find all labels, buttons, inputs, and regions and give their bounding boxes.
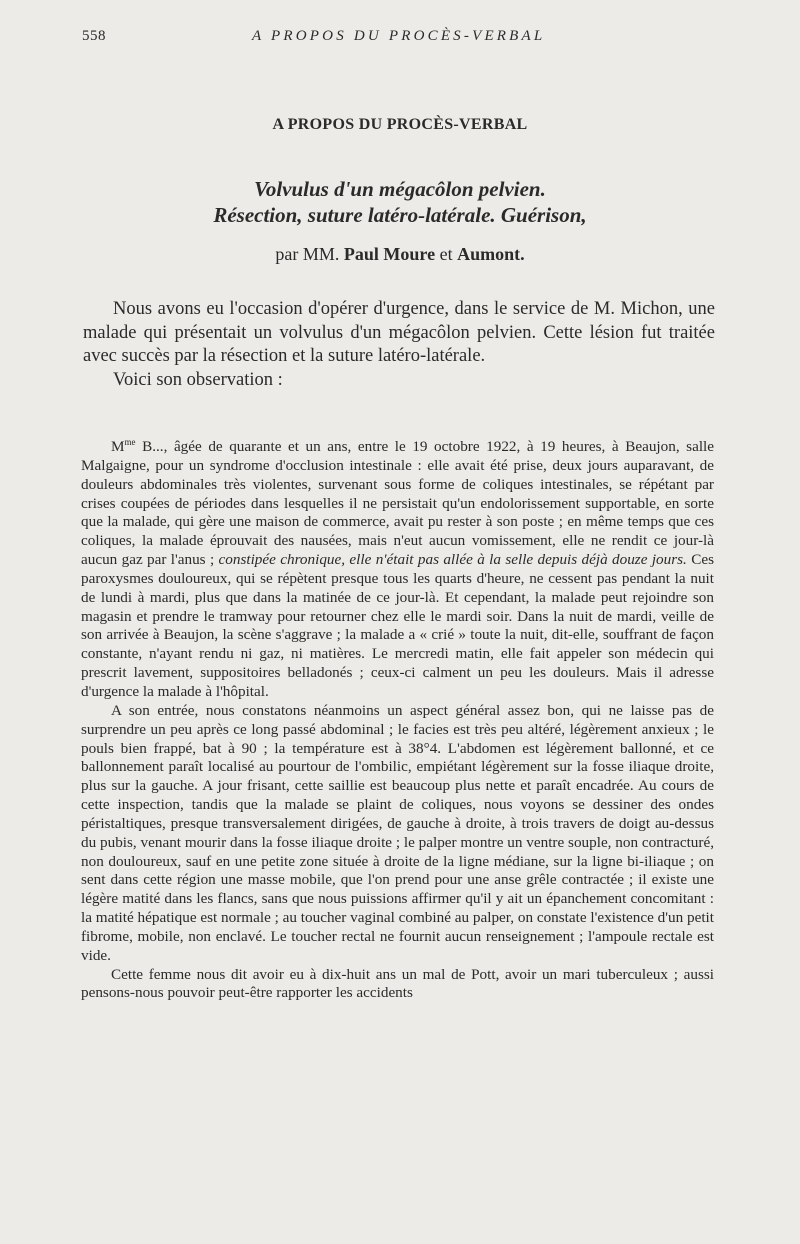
author-2: Aumont.: [457, 244, 525, 264]
observation-paragraph-1: [81, 438, 714, 702]
article-title-line-2: Résection, suture latéro-latérale. Guérison,: [213, 203, 587, 227]
introduction: [83, 298, 715, 392]
running-header: [82, 28, 712, 52]
intro-paragraph-1: Nous avons eu l'occasion d'opérer d'urgence, dans le service de M. Michon, une malade qui présentait un volvulus d'un mégacôlon pelvien. Cette lésion fut traitée avec succès par la résection et la suture latéro-latérale.: [83, 299, 715, 366]
article-title-line-1: Volvulus d'un mégacôlon pelvien.: [254, 177, 546, 201]
page-number: 558: [82, 28, 106, 44]
observation-italic-text: constipée chronique, elle n'était pas allée à la selle depuis déjà douze jours.: [218, 551, 687, 569]
patient-title-superscript: me: [124, 436, 136, 447]
author-1: Paul Moure: [343, 244, 436, 264]
observation: [81, 438, 714, 1003]
byline-prefix: par MM.: [275, 244, 340, 264]
running-title: A PROPOS DU PROCÈS-VERBAL: [252, 28, 546, 44]
patient-title: M: [111, 438, 125, 455]
article-title: [0, 176, 800, 228]
observation-paragraph-3: Cette femme nous dit avoir eu à dix-huit ans un mal de Pott, avoir un mari tuberculeux ; aussi pensons-nous pouvoir peut-être rapporter les accidents: [81, 965, 714, 1002]
observation-text-a: B..., âgée de quarante et un ans, entre le 19 octobre 1922, à 19 heures, à Beaujon, salle Malgaigne, pour un syndrome d'occlusion intestinale : elle avait été prise, deux jours auparavant, de douleurs abdominales très violentes, survenant sous forme de coliques intestinales, se répétant par crises coupées de périodes dans lesquelles il ne persistait qu'un endolorissement supportable, en sorte que la malade, qui gère une maison de commerce, avait pu rester à son poste ; en même temps que ces coliques, la malade éprouvait des nausées, mais n'eut aucun vomissement, elle ne rendit ce jour-là aucun gaz par l'anus ;: [81, 438, 714, 569]
byline: [0, 244, 800, 265]
section-title: A PROPOS DU PROCÈS-VERBAL: [272, 116, 528, 133]
observation-text-b: Ces paroxysmes douloureux, qui se répètent presque tous les quarts d'heure, ne cessent pas pendant la nuit de lundi à mardi, plus que dans la matinée de ce jour-là. Et cependant, la malade peut rejoindre son magasin et prendre le tramway pour retourner chez elle le mardi soir. Dans la nuit de mardi, veille de son arrivée à Beaujon, la scène s'aggrave ; la malade a « crié » toute la nuit, dit-elle, souffrant de façon constante, n'ayant rendu ni gaz, ni matières. Le mercredi matin, elle fait appeler son médecin qui prescrit lavement, suppositoires belladonés ; ceux-ci calment un peu les douleurs. Mais il adresse d'urgence la malade à l'hôpital.: [81, 551, 714, 700]
byline-connector: et: [439, 244, 453, 264]
observation-paragraph-2: A son entrée, nous constatons néanmoins un aspect général assez bon, qui ne laisse pas de surprendre un peu après ce long passé abdominal ; le facies est très peu altéré, légèrement anxieux ; le pouls bien frappé, bat à 90 ; la température est à 38°4. L'abdomen est légèrement ballonné, et ce ballonnement paraît localisé au pourtour de l'ombilic, empiétant légèrement sur la fosse iliaque droite, plus sur la gauche. A jour frisant, cette saillie est beaucoup plus nette et paraît encadrée. Au cours de cette inspection, tandis que la malade se plaint de coliques, nous voyons se dessiner des ondes péristaltiques, presque transversalement dirigées, de gauche à droite, à trois travers de doigt au-dessus du pubis, venant mourir dans la fosse iliaque droite ; le palper montre un ventre souple, non contracturé, non douloureux, sauf en une petite zone située à droite de la ligne médiane, sur la ligne bi-iliaque ; on sent dans cette région une masse mobile, que l'on prend pour une anse grêle contractée ; il existe une légère matité dans les flancs, sans que nous puissions affirmer qu'il y ait un épanchement concomitant : la matité hépatique est normale ; au toucher vaginal combiné au palper, on constate l'existence d'un petit fibrome, mobile, non enclavé. Le toucher rectal ne fournit aucun renseignement ; l'ampoule rectale est vide.: [81, 701, 714, 964]
intro-paragraph-2: Voici son observation :: [113, 369, 283, 390]
